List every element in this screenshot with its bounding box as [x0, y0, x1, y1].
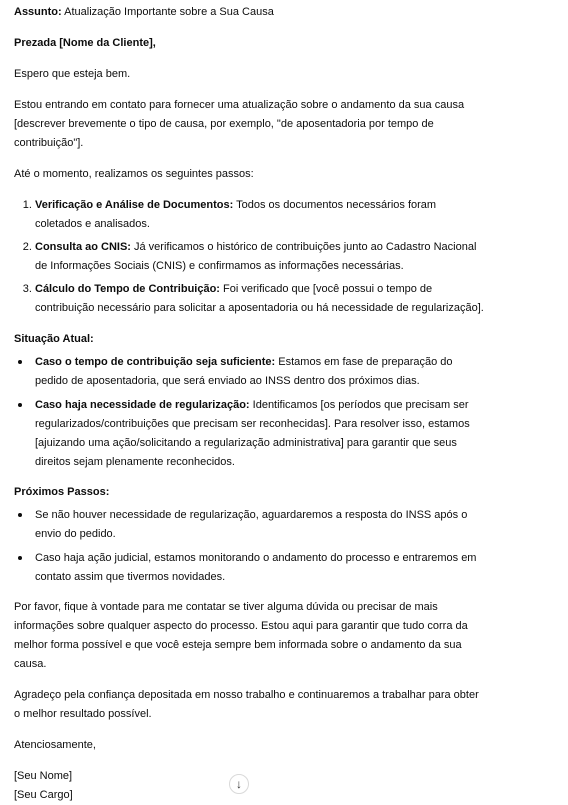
bullet-icon: [18, 513, 22, 517]
situation-title: Caso haja necessidade de regularização:: [35, 399, 250, 411]
purpose-paragraph: Estou entrando em contato para fornecer uma atualização sobre o andamento da sua causa [descrever brevemente o tipo de causa, por exemplo, "de aposentadoria por tempo de contribuição"].: [14, 99, 465, 149]
step-text: Já verificamos o histórico de contribuições junto ao Cadastro Nacional de Informações Sociais (CNIS) e confirmamos as informações necessárias.: [35, 241, 477, 272]
situation-heading: Situação Atual:: [14, 333, 94, 345]
next-step-text: Se não houver necessidade de regularização, aguardaremos a resposta do INSS após o envio do pedido.: [35, 509, 468, 540]
email-draft: [14, 3, 484, 805]
list-item: [14, 506, 484, 544]
signature-name: [Seu Nome]: [14, 770, 73, 782]
list-item: [14, 353, 484, 391]
arrow-down-icon: ↓: [236, 777, 242, 791]
subject-text: Atualização Importante sobre a Sua Causa: [61, 6, 274, 18]
next-steps-list: [14, 506, 484, 587]
scroll-to-bottom-button[interactable]: [229, 774, 249, 794]
signature-role: [Seu Cargo]: [14, 789, 73, 801]
subject-label: Assunto:: [14, 6, 62, 18]
greeting: Prezada [Nome da Cliente],: [14, 37, 156, 49]
subject-line: [14, 3, 484, 22]
step-text: Foi verificado que [você possui o tempo de contribuição necessário para solicitar a aposentadoria ou há necessidade de regularização].: [35, 283, 484, 314]
step-title: Consulta ao CNIS:: [35, 241, 131, 253]
situation-title: Caso o tempo de contribuição seja suficiente:: [35, 356, 276, 368]
step-title: Verificação e Análise de Documentos:: [35, 199, 234, 211]
bullet-icon: [18, 556, 22, 560]
situation-text: Identificamos [os períodos que precisam ser regularizados/contribuições que precisam ser reconhecidas]. Para resolver isso, estamos [ajuizando uma ação/solicitando a regularização administrativa] para garantir que seus direitos sejam plenamente reconhecidos.: [35, 399, 470, 468]
bullet-icon: [18, 360, 22, 364]
list-item: [35, 280, 484, 318]
step-text: Todos os documentos necessários foram coletados e analisados.: [35, 199, 437, 230]
list-item: [14, 549, 484, 587]
closing: Atenciosamente,: [14, 739, 96, 751]
intro-paragraph: Espero que esteja bem.: [14, 68, 131, 80]
situation-list: [14, 353, 484, 472]
next-step-text: Caso haja ação judicial, estamos monitorando o andamento do processo e entraremos em contato assim que tivermos novidades.: [35, 552, 477, 583]
list-item: [35, 238, 484, 276]
list-item: [14, 396, 484, 472]
bullet-icon: [18, 403, 22, 407]
steps-list: [14, 196, 484, 318]
step-title: Cálculo do Tempo de Contribuição:: [35, 283, 220, 295]
steps-intro: Até o momento, realizamos os seguintes passos:: [14, 168, 254, 180]
next-steps-heading: Próximos Passos:: [14, 486, 110, 498]
list-item: [35, 196, 484, 234]
situation-text: Estamos em fase de preparação do pedido de aposentadoria, que será enviado ao INSS dentro dos próximos dias.: [35, 356, 453, 387]
contact-paragraph: Por favor, fique à vontade para me contatar se tiver alguma dúvida ou precisar de mais informações sobre qualquer aspecto do processo. Estou aqui para garantir que tudo corra da melhor forma possível e que você esteja sempre bem informada sobre o andamento da sua causa.: [14, 601, 468, 670]
thanks-paragraph: Agradeço pela confiança depositada em nosso trabalho e continuaremos a trabalhar para obter o melhor resultado possível.: [14, 689, 479, 720]
